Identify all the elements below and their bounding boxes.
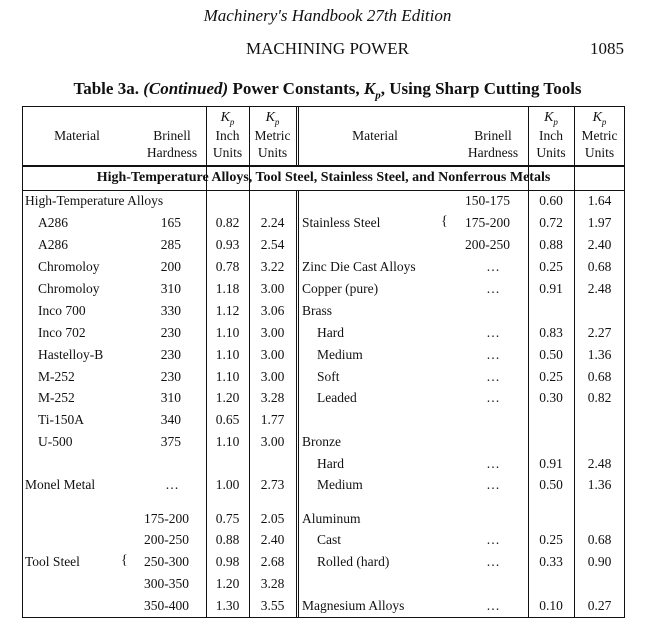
- right-inch: 0.50: [539, 347, 563, 362]
- left-material: Ti-150A: [38, 412, 85, 427]
- right-metric: 0.68: [587, 259, 612, 274]
- left-brinell-range: 300-350: [144, 576, 189, 591]
- left-material: Hastelloy-B: [38, 347, 104, 362]
- left-inch: 0.75: [215, 511, 240, 526]
- col-kp-metric-left: $K_p$: [265, 110, 280, 127]
- right-material-sub: Hard: [317, 456, 344, 471]
- right-material-brass: Brass: [302, 303, 332, 318]
- vrule-mid-head-1: [296, 106, 297, 166]
- left-inch: 0.78: [215, 259, 240, 274]
- col-metric-right-1: Metric: [581, 128, 618, 143]
- left-inch: 0.65: [215, 412, 240, 427]
- right-brinell-ellipsis: …: [486, 477, 500, 492]
- right-brinell-ellipsis: …: [486, 259, 500, 274]
- left-metric: 2.68: [260, 554, 285, 569]
- table-title: [0, 79, 655, 101]
- right-inch: 0.88: [539, 237, 563, 252]
- right-brinell-range: 175-200: [465, 215, 510, 230]
- right-inch: 0.10: [539, 598, 563, 613]
- left-inch: 1.18: [215, 281, 240, 296]
- right-inch: 0.25: [539, 532, 563, 547]
- right-inch: 0.50: [539, 477, 563, 492]
- left-inch: 0.93: [215, 237, 240, 252]
- left-metric-monel: 2.73: [260, 477, 285, 492]
- right-brinell-ellipsis: …: [486, 325, 500, 340]
- left-brinell-range: 200-250: [144, 532, 189, 547]
- right-brinell-ellipsis: …: [486, 532, 500, 547]
- col-material-left: Material: [54, 128, 100, 143]
- section-title: MACHINING POWER: [246, 39, 409, 58]
- right-brinell-ellipsis: …: [486, 369, 500, 384]
- right-metric: 2.40: [587, 237, 612, 252]
- left-inch: 1.12: [215, 303, 240, 318]
- right-metric: 0.82: [587, 390, 612, 405]
- vrule-mid-body-2: [298, 191, 299, 618]
- right-inch: 0.33: [539, 554, 563, 569]
- col-material-right: Material: [352, 128, 398, 143]
- left-brinell: 330: [160, 303, 181, 318]
- right-inch: 0.91: [539, 281, 563, 296]
- left-material: A286: [38, 215, 68, 230]
- col-kp-metric-right: $K_p$: [592, 110, 607, 127]
- col-brinell-left-2: Hardness: [146, 145, 198, 160]
- right-material-sub: Hard: [317, 325, 344, 340]
- right-material-sub: Rolled (hard): [317, 554, 390, 569]
- right-inch: 0.25: [539, 369, 563, 384]
- left-inch: 1.10: [215, 347, 240, 362]
- left-material: Inco 700: [38, 303, 86, 318]
- table-title-p: p: [375, 89, 381, 102]
- table-title-suffix: , Using Sharp Cutting Tools: [380, 79, 582, 98]
- right-brinell-ellipsis: …: [486, 390, 500, 405]
- left-metric: 3.06: [260, 303, 285, 318]
- right-brace: {: [441, 214, 448, 229]
- left-metric: 1.77: [260, 412, 285, 427]
- left-brinell: 230: [160, 325, 181, 340]
- group-rule: [22, 190, 625, 191]
- left-inch: 1.10: [215, 369, 240, 384]
- left-brinell-range: 175-200: [144, 511, 189, 526]
- left-metric: 3.00: [260, 434, 285, 449]
- group-heading: High-Temperature Alloys, Tool Steel, Stainless Steel, and Nonferrous Metals: [96, 170, 551, 185]
- right-material-sub: Leaded: [317, 390, 357, 405]
- left-inch: 1.20: [215, 390, 240, 405]
- right-inch: 0.60: [539, 193, 563, 208]
- left-brinell: 230: [160, 347, 181, 362]
- right-inch: 0.30: [539, 390, 563, 405]
- table-number: Table 3a.: [73, 79, 139, 98]
- right-metric: 1.36: [587, 347, 612, 362]
- right-brinell-ellipsis: …: [486, 598, 500, 613]
- right-metric: 1.64: [587, 193, 612, 208]
- left-brinell: 285: [160, 237, 181, 252]
- left-metric: 3.28: [260, 390, 285, 405]
- left-metric: 2.05: [260, 511, 285, 526]
- right-metric: 0.68: [587, 369, 612, 384]
- right-inch: 0.25: [539, 259, 563, 274]
- left-brinell: 375: [160, 434, 181, 449]
- left-material: Chromoloy: [38, 281, 100, 296]
- col-metric-right-2: Units: [584, 145, 615, 160]
- left-metric: 3.00: [260, 347, 285, 362]
- right-inch: 0.91: [539, 456, 563, 471]
- right-metric: 1.36: [587, 477, 612, 492]
- left-inch-monel: 1.00: [215, 477, 240, 492]
- left-material: M-252: [38, 390, 75, 405]
- right-inch: 0.72: [539, 215, 563, 230]
- left-metric: 2.54: [260, 237, 285, 252]
- right-brinell-ellipsis: …: [486, 281, 500, 296]
- left-metric: 3.00: [260, 281, 285, 296]
- right-material-sub: Medium: [317, 477, 363, 492]
- right-brinell-ellipsis: …: [486, 347, 500, 362]
- right-brinell-range: 150-175: [465, 193, 510, 208]
- left-material-tool-steel: Tool Steel: [25, 554, 80, 569]
- left-metric: 3.22: [260, 259, 285, 274]
- left-inch: 0.98: [215, 554, 240, 569]
- right-material-magnesium: Magnesium Alloys: [302, 598, 405, 613]
- right-metric: 2.48: [587, 456, 612, 471]
- left-material: Chromoloy: [38, 259, 100, 274]
- right-material-sub: Medium: [317, 347, 363, 362]
- col-kp-inch-right: $K_p$: [544, 110, 558, 127]
- left-inch: 0.88: [215, 532, 240, 547]
- left-metric: 2.40: [260, 532, 285, 547]
- left-metric: 2.24: [260, 215, 285, 230]
- left-brinell: 310: [160, 281, 181, 296]
- right-material-bronze: Bronze: [302, 434, 341, 449]
- left-metric: 3.55: [260, 598, 285, 613]
- vrule-mid-body-1: [296, 191, 297, 618]
- right-brinell-range: 200-250: [465, 237, 510, 252]
- right-metric: 0.27: [587, 598, 612, 613]
- left-brinell-range: 350-400: [144, 598, 189, 613]
- header-rule-double: [22, 166, 625, 167]
- left-group-hta: High-Temperature Alloys: [25, 193, 164, 208]
- left-brace: {: [121, 553, 128, 568]
- left-inch: 1.10: [215, 434, 240, 449]
- book-title: Machinery's Handbook 27th Edition: [203, 6, 452, 25]
- col-kp-inch-left: $K_p$: [220, 110, 235, 127]
- left-brinell: 340: [160, 412, 181, 427]
- right-material-zinc: Zinc Die Cast Alloys: [302, 259, 416, 274]
- left-brinell: 230: [160, 369, 181, 384]
- right-inch: 0.83: [539, 325, 563, 340]
- table-continued: (Continued): [143, 79, 229, 98]
- left-brinell: 310: [160, 390, 181, 405]
- table-title-text: Power Constants,: [232, 79, 360, 98]
- right-material-sub: Soft: [317, 369, 340, 384]
- right-material-stainless: Stainless Steel: [302, 215, 381, 230]
- left-metric: 3.00: [260, 325, 285, 340]
- left-inch: 0.82: [215, 215, 240, 230]
- left-brinell-monel: …: [165, 477, 179, 492]
- col-inch-right-2: Units: [536, 145, 566, 160]
- col-metric-left-1: Metric: [254, 128, 291, 143]
- left-inch: 1.10: [215, 325, 240, 340]
- col-inch-left-2: Units: [212, 145, 243, 160]
- right-material-aluminum: Aluminum: [302, 511, 361, 526]
- col-brinell-right-1: Brinell: [474, 128, 512, 143]
- left-inch: 1.20: [215, 576, 240, 591]
- left-material: A286: [38, 237, 68, 252]
- left-material: Inco 702: [38, 325, 86, 340]
- col-brinell-right-2: Hardness: [467, 145, 519, 160]
- right-metric: 2.27: [587, 325, 612, 340]
- col-brinell-left-1: Brinell: [153, 128, 191, 143]
- left-material: M-252: [38, 369, 75, 384]
- left-metric: 3.28: [260, 576, 285, 591]
- left-inch: 1.30: [215, 598, 240, 613]
- right-metric: 0.68: [587, 532, 612, 547]
- right-metric: 1.97: [587, 215, 612, 230]
- col-inch-right-1: Inch: [539, 128, 563, 143]
- page-number: 1085: [590, 39, 624, 58]
- right-brinell-ellipsis: …: [486, 456, 500, 471]
- right-metric: 0.90: [587, 554, 612, 569]
- left-brinell: 200: [160, 259, 181, 274]
- right-material-copper: Copper (pure): [302, 281, 379, 296]
- right-metric: 2.48: [587, 281, 612, 296]
- left-brinell: 165: [160, 215, 181, 230]
- left-brinell-range: 250-300: [144, 554, 189, 569]
- right-material-sub: Cast: [317, 532, 342, 547]
- left-material: U-500: [38, 434, 73, 449]
- col-metric-left-2: Units: [257, 145, 288, 160]
- right-brinell-ellipsis: …: [486, 554, 500, 569]
- col-inch-left-1: Inch: [215, 128, 240, 143]
- table-title-k: K: [363, 79, 376, 98]
- left-material-monel: Monel Metal: [25, 477, 96, 492]
- left-metric: 3.00: [260, 369, 285, 384]
